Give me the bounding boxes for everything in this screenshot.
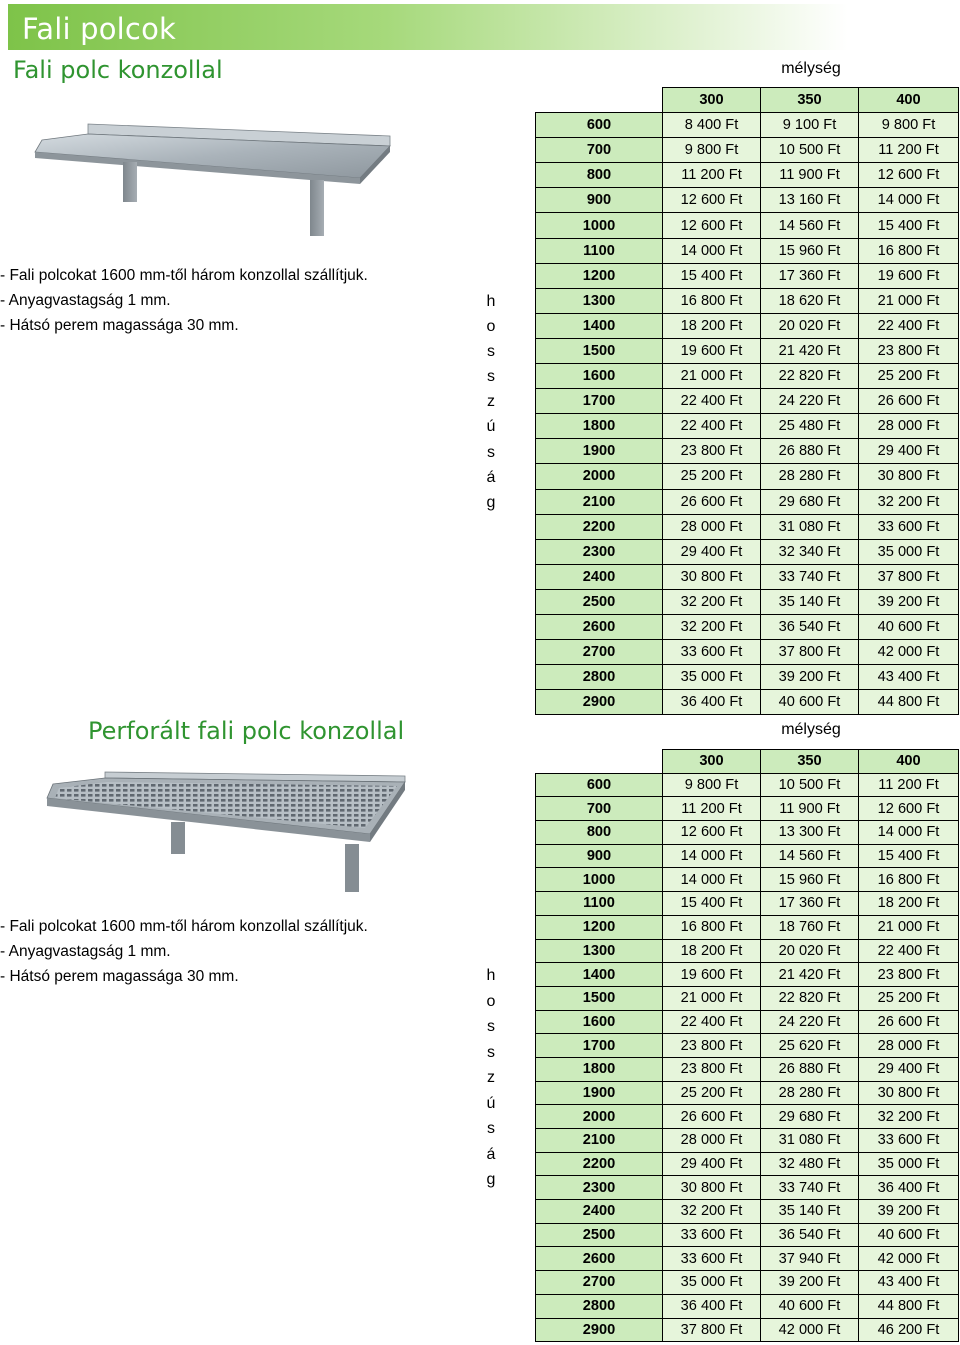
corner-cell [536, 750, 663, 774]
length-cell: 2100 [536, 489, 663, 514]
price-cell: 25 200 Ft [859, 364, 959, 389]
price-cell: 24 220 Ft [761, 389, 859, 414]
price-cell: 11 200 Ft [663, 163, 761, 188]
table-row [536, 986, 959, 1010]
depth-axis-label: mélység [781, 721, 841, 738]
depth-axis-label: mélység [781, 60, 841, 77]
price-cell: 14 560 Ft [761, 213, 859, 238]
price-cell: 19 600 Ft [663, 338, 761, 363]
note-line: - Fali polcokat 1600 mm-től három konzollal szállítjuk. [0, 267, 368, 284]
price-cell: 43 400 Ft [859, 665, 959, 690]
price-cell: 33 600 Ft [859, 514, 959, 539]
table-row [536, 868, 959, 892]
price-cell: 36 400 Ft [663, 1294, 761, 1318]
length-cell: 1800 [536, 1057, 663, 1081]
price-cell: 33 600 Ft [663, 640, 761, 665]
table-row [536, 188, 959, 213]
table-row [536, 665, 959, 690]
depth-header: 300 [663, 750, 761, 774]
length-cell: 1300 [536, 288, 663, 313]
price-cell: 33 740 Ft [761, 1176, 859, 1200]
length-cell: 1200 [536, 915, 663, 939]
price-cell: 12 600 Ft [663, 213, 761, 238]
price-cell: 14 000 Ft [663, 844, 761, 868]
length-cell: 900 [536, 844, 663, 868]
price-cell: 15 400 Ft [859, 844, 959, 868]
price-cell: 42 000 Ft [859, 1247, 959, 1271]
length-cell: 700 [536, 797, 663, 821]
price-cell: 43 400 Ft [859, 1271, 959, 1295]
price-cell: 42 000 Ft [859, 640, 959, 665]
price-cell: 22 400 Ft [663, 389, 761, 414]
price-cell: 29 400 Ft [663, 539, 761, 564]
price-cell: 22 400 Ft [663, 414, 761, 439]
length-cell: 2600 [536, 614, 663, 639]
price-cell: 23 800 Ft [859, 963, 959, 987]
length-cell: 800 [536, 821, 663, 845]
price-cell: 39 200 Ft [859, 1200, 959, 1224]
price-cell: 39 200 Ft [859, 589, 959, 614]
price-cell: 26 600 Ft [859, 1010, 959, 1034]
length-cell: 2400 [536, 1200, 663, 1224]
table-row [536, 288, 959, 313]
price-cell: 25 200 Ft [663, 464, 761, 489]
length-cell: 2400 [536, 564, 663, 589]
price-cell: 28 280 Ft [761, 464, 859, 489]
table-row [536, 539, 959, 564]
price-cell: 21 000 Ft [859, 288, 959, 313]
price-cell: 12 600 Ft [859, 163, 959, 188]
price-cell: 36 540 Ft [761, 614, 859, 639]
price-cell: 11 900 Ft [761, 163, 859, 188]
length-cell: 2800 [536, 1294, 663, 1318]
price-cell: 29 400 Ft [663, 1152, 761, 1176]
price-cell: 18 200 Ft [859, 892, 959, 916]
price-cell: 40 600 Ft [859, 1223, 959, 1247]
price-cell: 15 400 Ft [663, 263, 761, 288]
page-title: Fali polcok [22, 12, 177, 46]
length-cell: 1800 [536, 414, 663, 439]
table-row [536, 138, 959, 163]
price-cell: 20 020 Ft [761, 313, 859, 338]
length-cell: 2100 [536, 1129, 663, 1153]
table-row [536, 1200, 959, 1224]
depth-header: 400 [859, 88, 959, 113]
price-cell: 15 960 Ft [761, 868, 859, 892]
length-cell: 1700 [536, 1034, 663, 1058]
length-cell: 1200 [536, 263, 663, 288]
note-line: - Hátsó perem magassága 30 mm. [0, 968, 239, 985]
price-cell: 44 800 Ft [859, 690, 959, 715]
price-cell: 15 400 Ft [859, 213, 959, 238]
depth-header: 300 [663, 88, 761, 113]
length-cell: 2600 [536, 1247, 663, 1271]
price-cell: 37 800 Ft [761, 640, 859, 665]
price-cell: 36 400 Ft [859, 1176, 959, 1200]
price-cell: 12 600 Ft [663, 821, 761, 845]
price-cell: 13 160 Ft [761, 188, 859, 213]
length-cell: 1600 [536, 1010, 663, 1034]
length-cell: 1600 [536, 364, 663, 389]
length-axis-label: h o s s z ú s á g [486, 967, 496, 1188]
length-cell: 2900 [536, 1318, 663, 1342]
table-row [536, 1271, 959, 1295]
table-row [536, 1105, 959, 1129]
note-line: - Anyagvastagság 1 mm. [0, 943, 171, 960]
price-cell: 30 800 Ft [663, 1176, 761, 1200]
price-cell: 26 600 Ft [859, 389, 959, 414]
section-title-perforated-shelf: Perforált fali polc konzollal [88, 717, 405, 745]
price-cell: 37 800 Ft [859, 564, 959, 589]
price-cell: 32 200 Ft [663, 589, 761, 614]
price-cell: 19 600 Ft [663, 963, 761, 987]
length-cell: 700 [536, 138, 663, 163]
table-row [536, 1318, 959, 1342]
price-cell: 17 360 Ft [761, 892, 859, 916]
price-cell: 14 000 Ft [663, 238, 761, 263]
price-cell: 26 880 Ft [761, 1057, 859, 1081]
price-cell: 30 800 Ft [859, 464, 959, 489]
price-cell: 33 600 Ft [859, 1129, 959, 1153]
price-cell: 14 560 Ft [761, 844, 859, 868]
price-cell: 11 200 Ft [859, 773, 959, 797]
price-cell: 29 680 Ft [761, 1105, 859, 1129]
price-cell: 21 000 Ft [663, 986, 761, 1010]
table-row [536, 213, 959, 238]
table-row [536, 892, 959, 916]
length-cell: 2900 [536, 690, 663, 715]
table-row [536, 489, 959, 514]
price-cell: 25 480 Ft [761, 414, 859, 439]
price-cell: 28 280 Ft [761, 1081, 859, 1105]
length-cell: 600 [536, 773, 663, 797]
price-cell: 14 000 Ft [859, 188, 959, 213]
table-row [536, 640, 959, 665]
table-row [536, 263, 959, 288]
price-cell: 29 400 Ft [859, 1057, 959, 1081]
length-cell: 1500 [536, 338, 663, 363]
length-cell: 1400 [536, 313, 663, 338]
price-cell: 11 900 Ft [761, 797, 859, 821]
price-cell: 32 200 Ft [663, 614, 761, 639]
length-cell: 2500 [536, 1223, 663, 1247]
price-cell: 23 800 Ft [663, 1057, 761, 1081]
length-cell: 1400 [536, 963, 663, 987]
table-row [536, 939, 959, 963]
price-cell: 35 140 Ft [761, 589, 859, 614]
length-cell: 2700 [536, 1271, 663, 1295]
length-cell: 2800 [536, 665, 663, 690]
length-cell: 1000 [536, 213, 663, 238]
price-cell: 13 300 Ft [761, 821, 859, 845]
price-cell: 42 000 Ft [761, 1318, 859, 1342]
table-row [536, 797, 959, 821]
price-cell: 33 740 Ft [761, 564, 859, 589]
price-cell: 44 800 Ft [859, 1294, 959, 1318]
price-table-perforated-shelf [535, 749, 959, 1342]
table-row [536, 414, 959, 439]
depth-header: 400 [859, 750, 959, 774]
price-cell: 28 000 Ft [663, 514, 761, 539]
price-cell: 25 200 Ft [859, 986, 959, 1010]
wall-shelf-notes [0, 263, 368, 338]
price-cell: 23 800 Ft [663, 1034, 761, 1058]
length-cell: 2700 [536, 640, 663, 665]
perforated-shelf-notes [0, 914, 368, 989]
price-cell: 18 200 Ft [663, 939, 761, 963]
table-row [536, 1247, 959, 1271]
price-cell: 21 000 Ft [859, 915, 959, 939]
price-cell: 40 600 Ft [761, 1294, 859, 1318]
price-cell: 46 200 Ft [859, 1318, 959, 1342]
table-row [536, 614, 959, 639]
price-cell: 21 000 Ft [663, 364, 761, 389]
price-cell: 22 820 Ft [761, 364, 859, 389]
price-cell: 25 200 Ft [663, 1081, 761, 1105]
table-row [536, 1081, 959, 1105]
price-cell: 36 540 Ft [761, 1223, 859, 1247]
length-cell: 1000 [536, 868, 663, 892]
note-line: - Hátsó perem magassága 30 mm. [0, 317, 239, 334]
length-cell: 600 [536, 113, 663, 138]
price-cell: 17 360 Ft [761, 263, 859, 288]
price-cell: 26 880 Ft [761, 439, 859, 464]
price-cell: 37 800 Ft [663, 1318, 761, 1342]
wall-shelf-image [30, 118, 400, 243]
table-row [536, 1129, 959, 1153]
price-cell: 15 960 Ft [761, 238, 859, 263]
price-cell: 23 800 Ft [859, 338, 959, 363]
price-cell: 33 600 Ft [663, 1247, 761, 1271]
table-row [536, 1034, 959, 1058]
price-cell: 29 400 Ft [859, 439, 959, 464]
price-cell: 26 600 Ft [663, 1105, 761, 1129]
table-row [536, 1223, 959, 1247]
price-cell: 10 500 Ft [761, 773, 859, 797]
section-title-wall-shelf: Fali polc konzollal [13, 56, 223, 84]
table-row [536, 844, 959, 868]
length-cell: 1500 [536, 986, 663, 1010]
length-cell: 1100 [536, 238, 663, 263]
table-row [536, 1294, 959, 1318]
price-cell: 9 800 Ft [859, 113, 959, 138]
price-cell: 14 000 Ft [859, 821, 959, 845]
length-cell: 2200 [536, 514, 663, 539]
price-cell: 22 400 Ft [663, 1010, 761, 1034]
table-row [536, 163, 959, 188]
price-cell: 11 200 Ft [663, 797, 761, 821]
table-row [536, 238, 959, 263]
price-cell: 24 220 Ft [761, 1010, 859, 1034]
price-cell: 39 200 Ft [761, 665, 859, 690]
length-cell: 900 [536, 188, 663, 213]
price-cell: 35 140 Ft [761, 1200, 859, 1224]
table-row [536, 1152, 959, 1176]
header-banner [8, 4, 848, 50]
price-cell: 32 200 Ft [859, 1105, 959, 1129]
price-cell: 32 200 Ft [663, 1200, 761, 1224]
price-cell: 15 400 Ft [663, 892, 761, 916]
price-cell: 36 400 Ft [663, 690, 761, 715]
price-cell: 22 820 Ft [761, 986, 859, 1010]
price-cell: 16 800 Ft [663, 915, 761, 939]
price-cell: 22 400 Ft [859, 939, 959, 963]
price-cell: 25 620 Ft [761, 1034, 859, 1058]
price-cell: 12 600 Ft [859, 797, 959, 821]
length-cell: 1300 [536, 939, 663, 963]
price-cell: 33 600 Ft [663, 1223, 761, 1247]
table-row [536, 963, 959, 987]
note-line: - Fali polcokat 1600 mm-től három konzollal szállítjuk. [0, 918, 368, 935]
price-cell: 29 680 Ft [761, 489, 859, 514]
table-row [536, 439, 959, 464]
note-line: - Anyagvastagság 1 mm. [0, 292, 171, 309]
price-cell: 11 200 Ft [859, 138, 959, 163]
table-row [536, 773, 959, 797]
perforated-shelf-image [45, 768, 415, 898]
length-cell: 2200 [536, 1152, 663, 1176]
price-cell: 20 020 Ft [761, 939, 859, 963]
price-cell: 21 420 Ft [761, 338, 859, 363]
length-cell: 2000 [536, 464, 663, 489]
price-cell: 22 400 Ft [859, 313, 959, 338]
price-cell: 18 760 Ft [761, 915, 859, 939]
length-cell: 1700 [536, 389, 663, 414]
table-row [536, 564, 959, 589]
price-cell: 14 000 Ft [663, 868, 761, 892]
length-cell: 2500 [536, 589, 663, 614]
price-cell: 30 800 Ft [859, 1081, 959, 1105]
price-cell: 18 620 Ft [761, 288, 859, 313]
price-cell: 26 600 Ft [663, 489, 761, 514]
table-row [536, 1010, 959, 1034]
table-row [536, 589, 959, 614]
table-row [536, 464, 959, 489]
price-cell: 16 800 Ft [859, 868, 959, 892]
table-row [536, 364, 959, 389]
price-cell: 35 000 Ft [859, 539, 959, 564]
depth-header: 350 [761, 750, 859, 774]
price-cell: 16 800 Ft [859, 238, 959, 263]
price-cell: 28 000 Ft [859, 1034, 959, 1058]
price-cell: 28 000 Ft [859, 414, 959, 439]
price-cell: 16 800 Ft [663, 288, 761, 313]
table-row [536, 113, 959, 138]
price-cell: 9 800 Ft [663, 773, 761, 797]
price-table-wall-shelf [535, 87, 959, 715]
table-row [536, 313, 959, 338]
price-cell: 28 000 Ft [663, 1129, 761, 1153]
table-row [536, 389, 959, 414]
price-cell: 37 940 Ft [761, 1247, 859, 1271]
table-row [536, 1057, 959, 1081]
price-cell: 9 100 Ft [761, 113, 859, 138]
price-cell: 19 600 Ft [859, 263, 959, 288]
table-row [536, 690, 959, 715]
length-cell: 2300 [536, 539, 663, 564]
price-cell: 8 400 Ft [663, 113, 761, 138]
length-cell: 2300 [536, 1176, 663, 1200]
length-axis-label: h o s s z ú s á g [486, 293, 496, 511]
price-cell: 35 000 Ft [663, 665, 761, 690]
price-cell: 23 800 Ft [663, 439, 761, 464]
price-cell: 32 200 Ft [859, 489, 959, 514]
price-cell: 21 420 Ft [761, 963, 859, 987]
table-row [536, 1176, 959, 1200]
price-cell: 40 600 Ft [859, 614, 959, 639]
price-cell: 31 080 Ft [761, 514, 859, 539]
price-cell: 35 000 Ft [663, 1271, 761, 1295]
price-cell: 18 200 Ft [663, 313, 761, 338]
table-row [536, 915, 959, 939]
corner-cell [536, 88, 663, 113]
table-row [536, 338, 959, 363]
price-cell: 32 480 Ft [761, 1152, 859, 1176]
length-cell: 800 [536, 163, 663, 188]
price-cell: 12 600 Ft [663, 188, 761, 213]
price-cell: 31 080 Ft [761, 1129, 859, 1153]
length-cell: 1100 [536, 892, 663, 916]
price-cell: 10 500 Ft [761, 138, 859, 163]
length-cell: 1900 [536, 439, 663, 464]
table-row [536, 514, 959, 539]
price-cell: 39 200 Ft [761, 1271, 859, 1295]
length-cell: 1900 [536, 1081, 663, 1105]
depth-header: 350 [761, 88, 859, 113]
table-row [536, 821, 959, 845]
price-cell: 30 800 Ft [663, 564, 761, 589]
price-cell: 32 340 Ft [761, 539, 859, 564]
price-cell: 40 600 Ft [761, 690, 859, 715]
length-cell: 2000 [536, 1105, 663, 1129]
price-cell: 35 000 Ft [859, 1152, 959, 1176]
price-cell: 9 800 Ft [663, 138, 761, 163]
